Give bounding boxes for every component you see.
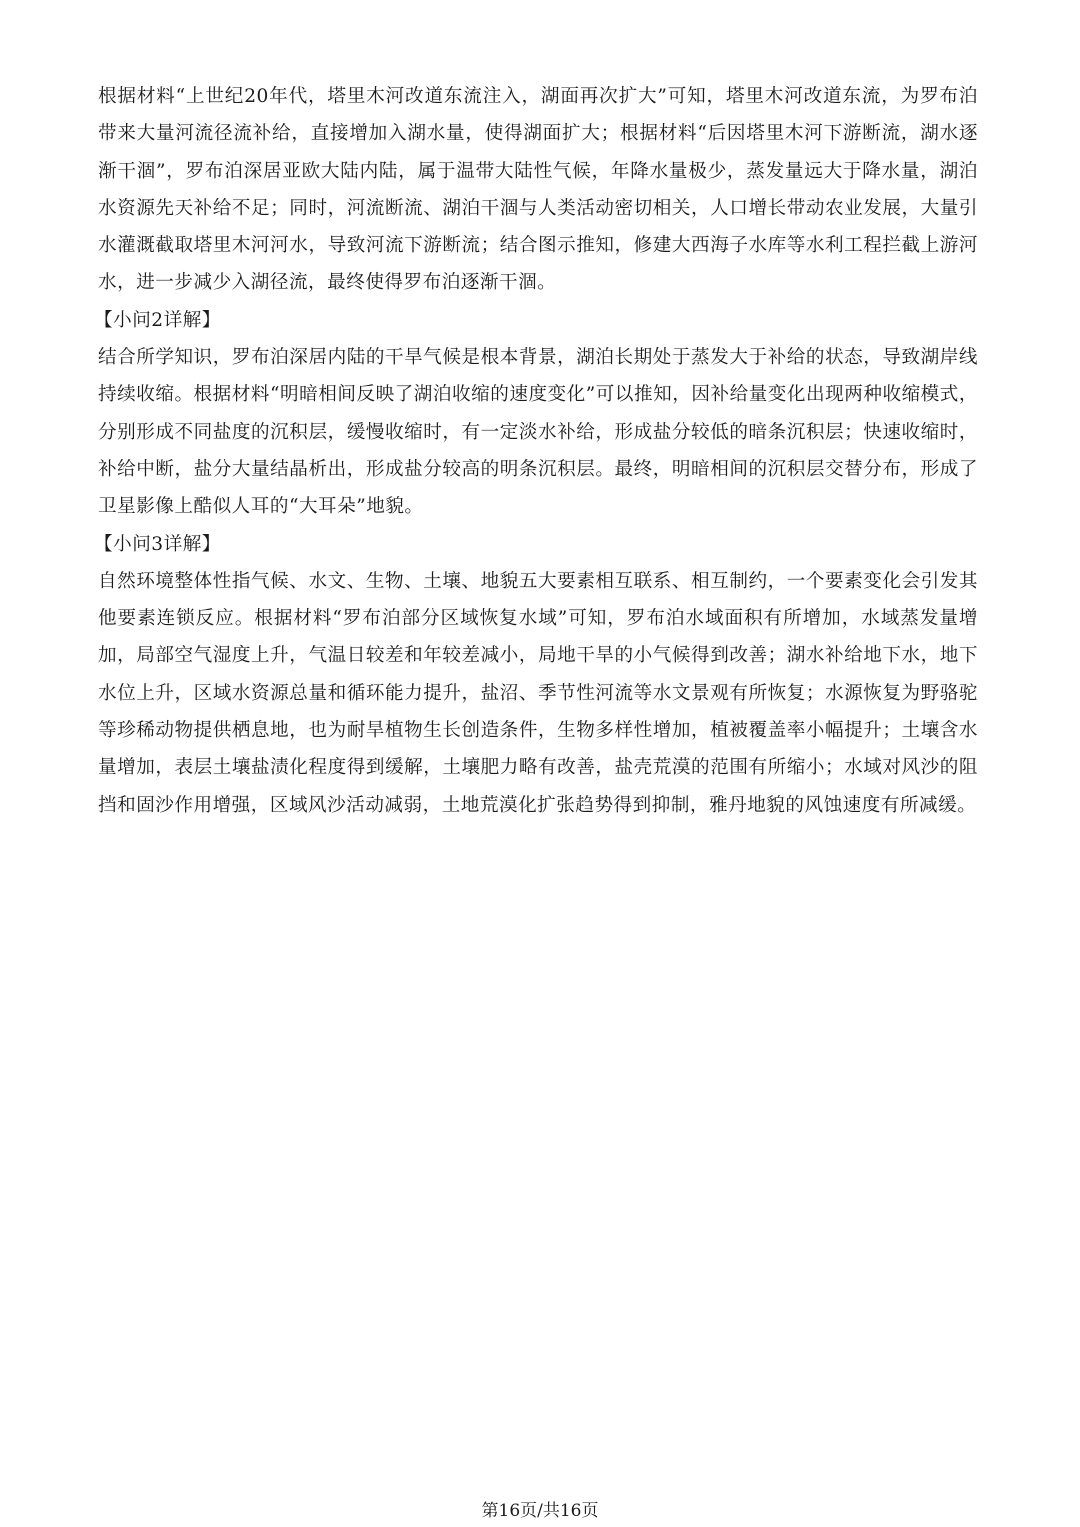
answer-paragraph-2: 结合所学知识，罗布泊深居内陆的干旱气候是根本背景，湖泊长期处于蒸发大于补给的状态，导致湖岸线持续收缩。根据材料“明暗相间反映了湖泊收缩的速度变化”可以推知，因补给量变化出现两种收缩模式，分别形成不同盐度的沉积层，缓慢收缩时，有一定淡水补给，形成盐分较低的暗条沉积层；快速收缩时，补给中断，盐分大量结晶析出，形成盐分较高的明条沉积层。最终，明暗相间的沉积层交替分布，形成了卫星影像上酷似人耳的“大耳朵”地貌。 [98, 347, 978, 518]
answer-content [94, 78, 978, 824]
sub-question-2-heading: 【小问2详解】 [94, 309, 221, 331]
answer-paragraph-1: 根据材料“上世纪20年代，塔里木河改道东流注入，湖面再次扩大”可知，塔里木河改道东流，为罗布泊带来大量河流径流补给，直接增加入湖水量，使得湖面扩大；根据材料“后因塔里木河下游断流，湖水逐渐干涸”，罗布泊深居亚欧大陆内陆，属于温带大陆性气候，年降水量极少，蒸发量远大于降水量，湖泊水资源先天补给不足；同时，河流断流、湖泊干涸与人类活动密切相关，人口增长带动农业发展，大量引水灌溉截取塔里木河河水，导致河流下游断流；结合图示推知，修建大西海子水库等水利工程拦截上游河水，进一步减少入湖径流，最终使得罗布泊逐渐干涸。 [98, 86, 978, 294]
page-number-footer: 第16页/共16页 [481, 1501, 599, 1521]
sub-question-3-heading: 【小问3详解】 [94, 533, 221, 555]
answer-paragraph-3: 自然环境整体性指气候、水文、生物、土壤、地貌五大要素相互联系、相互制约，一个要素变化会引发其他要素连锁反应。根据材料“罗布泊部分区域恢复水域”可知，罗布泊水域面积有所增加，水域蒸发量增加，局部空气湿度上升，气温日较差和年较差减小，局地干旱的小气候得到改善；湖水补给地下水，地下水位上升，区域水资源总量和循环能力提升，盐沼、季节性河流等水文景观有所恢复；水源恢复为野骆驼等珍稀动物提供栖息地，也为耐旱植物生长创造条件，生物多样性增加，植被覆盖率小幅提升；土壤含水量增加，表层土壤盐渍化程度得到缓解，土壤肥力略有改善，盐壳荒漠的范围有所缩小；水域对风沙的阻挡和固沙作用增强，区域风沙活动减弱，土地荒漠化扩张趋势得到抑制，雅丹地貌的风蚀速度有所减缓。 [98, 570, 978, 816]
